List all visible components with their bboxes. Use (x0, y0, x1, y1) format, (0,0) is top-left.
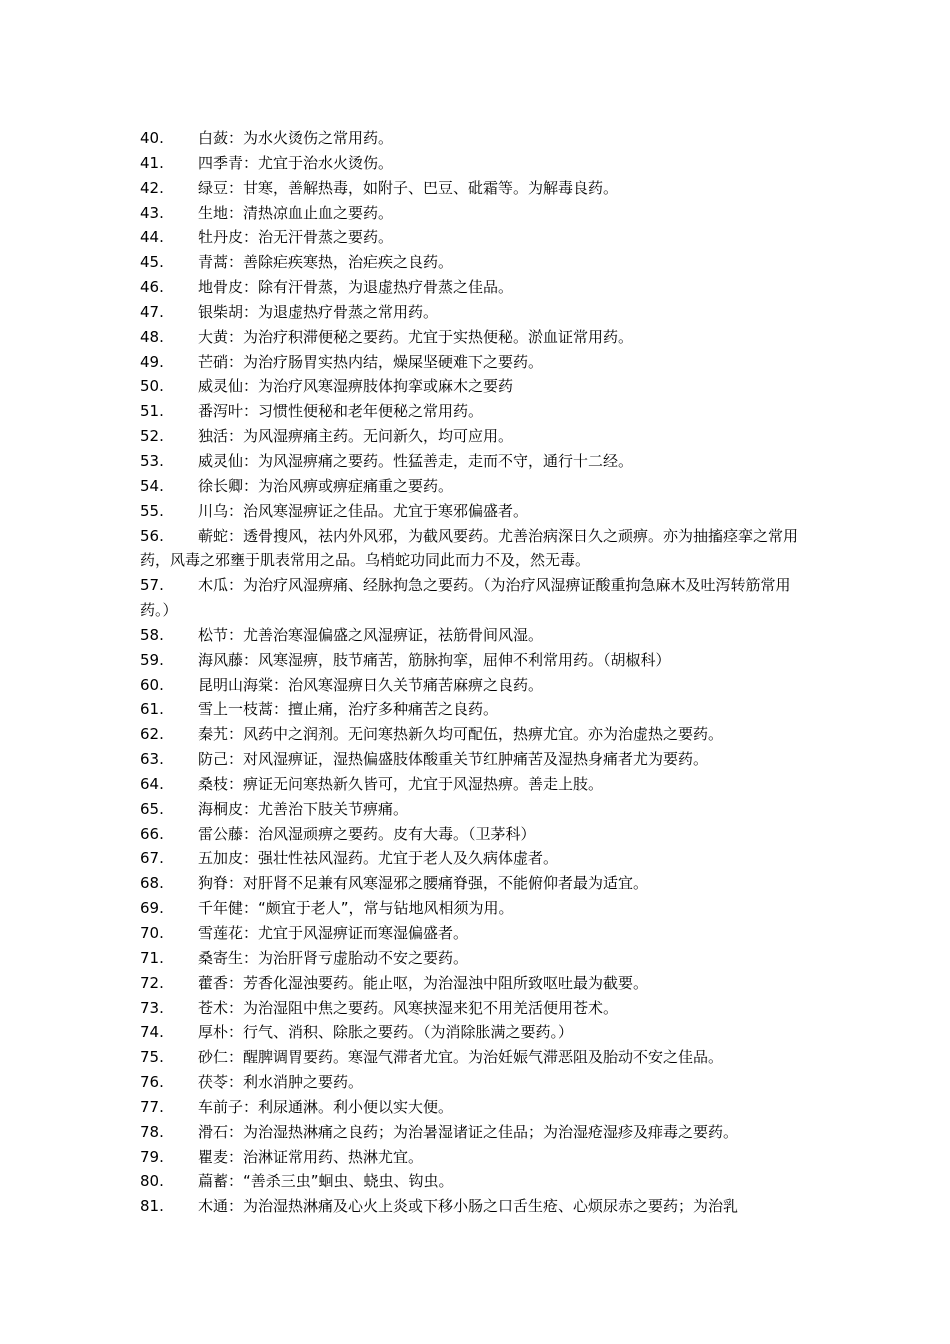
list-item (140, 126, 812, 151)
item-text: 防己：对风湿痹证，湿热偏盛肢体酸重关节红肿痛苦及湿热身痛者尤为要药。 (198, 750, 709, 769)
item-number: 53. (140, 451, 164, 470)
list-item (140, 1145, 812, 1170)
item-number: 59. (140, 650, 164, 669)
list-item (140, 1169, 812, 1194)
list-item (140, 697, 812, 722)
item-number: 61. (140, 700, 164, 719)
item-text: 番泻叶：习惯性便秘和老年便秘之常用药。 (198, 402, 484, 421)
list-item (140, 871, 812, 896)
item-number: 66. (140, 824, 164, 843)
item-number: 54. (140, 476, 164, 495)
list-item (140, 846, 812, 871)
item-number: 58. (140, 625, 164, 644)
item-text: 川乌：治风寒湿痹证之佳品。尤宜于寒邪偏盛者。 (198, 501, 529, 520)
item-text: 松节：尤善治寒湿偏盛之风湿痹证，祛筋骨间风湿。 (198, 625, 544, 644)
item-text: 芒硝：为治疗肠胃实热内结，燥屎坚硬难下之要药。 (198, 352, 544, 371)
list-item (140, 201, 812, 226)
item-text: 千年健：“颇宜于老人”，常与钻地风相须为用。 (198, 899, 514, 918)
list-item (140, 176, 812, 201)
item-text: 地骨皮：除有汗骨蒸，为退虚热疗骨蒸之佳品。 (198, 278, 514, 297)
item-text: 威灵仙：为风湿痹痛之要药。性猛善走，走而不守，通行十二经。 (198, 451, 634, 470)
list-item (140, 325, 812, 350)
list-item (140, 921, 812, 946)
item-number: 74. (140, 1023, 164, 1042)
item-text: 瞿麦：治淋证常用药、热淋尤宜。 (198, 1147, 424, 1166)
list-item (140, 225, 812, 250)
item-number: 73. (140, 998, 164, 1017)
item-number: 77. (140, 1097, 164, 1116)
item-text: 木通：为治湿热淋痛及心火上炎或下移小肠之口舌生疮、心烦尿赤之要药；为治乳 (198, 1197, 739, 1216)
item-text: 苍术：为治湿阻中焦之要药。风寒挟湿来犯不用羌活便用苍术。 (198, 998, 619, 1017)
list-item (140, 350, 812, 375)
item-number: 50. (140, 377, 164, 396)
list-item (140, 499, 812, 524)
item-number: 63. (140, 750, 164, 769)
item-number: 68. (140, 874, 164, 893)
list-item (140, 374, 812, 399)
item-text: 砂仁：醒脾调胃要药。寒湿气滞者尤宜。为治妊娠气滞恶阻及胎动不安之佳品。 (198, 1048, 724, 1067)
list-item (140, 474, 812, 499)
list-item (140, 573, 812, 623)
item-text: 桑枝：痹证无问寒热新久皆可，尤宜于风湿热痹。善走上肢。 (198, 774, 604, 793)
item-number: 45. (140, 253, 164, 272)
list-item (140, 648, 812, 673)
item-text: 秦艽：风药中之润剂。无问寒热新久均可配伍，热痹尤宜。亦为治虚热之要药。 (198, 725, 724, 744)
list-item (140, 747, 812, 772)
item-text: 四季青：尤宜于治水火烫伤。 (198, 153, 394, 172)
list-item (140, 524, 812, 574)
item-number: 60. (140, 675, 164, 694)
item-number: 42. (140, 178, 164, 197)
list-item (140, 971, 812, 996)
item-text: 雪上一枝蒿：擅止痛，治疗多种痛苦之良药。 (198, 700, 499, 719)
item-text: 青蒿：善除疟疾寒热，治疟疾之良药。 (198, 253, 454, 272)
list-item (140, 1070, 812, 1095)
item-text: 银柴胡：为退虚热疗骨蒸之常用药。 (198, 302, 439, 321)
item-number: 52. (140, 427, 164, 446)
item-number: 57. (140, 576, 164, 595)
item-text: 厚朴：行气、消积、除胀之要药。（为消除胀满之要药。） (198, 1023, 574, 1042)
item-text: 昆明山海棠：治风寒湿痹日久关节痛苦麻痹之良药。 (198, 675, 544, 694)
list-item (140, 623, 812, 648)
item-number: 56. (140, 526, 164, 545)
item-number: 46. (140, 278, 164, 297)
item-text: 藿香：芳香化湿浊要药。能止呕，为治湿浊中阻所致呕吐最为截要。 (198, 973, 649, 992)
item-text: 生地：清热凉血止血之要药。 (198, 203, 394, 222)
item-text: 海风藤：风寒湿痹，肢节痛苦，筋脉拘挛，屈伸不利常用药。（胡椒科） (198, 650, 671, 669)
list-item (140, 399, 812, 424)
item-number: 55. (140, 501, 164, 520)
list-item (140, 722, 812, 747)
item-text: 萹蓄：“善杀三虫”蛔虫、蛲虫、钩虫。 (198, 1172, 454, 1191)
list-item (140, 424, 812, 449)
list-item (140, 449, 812, 474)
list-item (140, 772, 812, 797)
list-item (140, 151, 812, 176)
item-text: 茯苓：利水消肿之要药。 (198, 1073, 364, 1092)
document-body (140, 126, 812, 1219)
item-text: 海桐皮：尤善治下肢关节痹痛。 (198, 799, 409, 818)
item-number: 40. (140, 129, 164, 147)
item-number: 41. (140, 153, 164, 172)
list-item (140, 1194, 812, 1219)
item-number: 75. (140, 1048, 164, 1067)
item-number: 49. (140, 352, 164, 371)
item-text: 徐长卿：为治风痹或痹症痛重之要药。 (198, 476, 454, 495)
item-number: 71. (140, 948, 164, 967)
list-item (140, 673, 812, 698)
item-number: 47. (140, 302, 164, 321)
item-number: 72. (140, 973, 164, 992)
item-text: 雷公藤：治风湿顽痹之要药。皮有大毒。（卫茅科） (198, 824, 536, 843)
item-text: 滑石：为治湿热淋痛之良药；为治暑湿诸证之佳品；为治湿疮湿疹及痱毒之要药。 (198, 1122, 739, 1141)
list-item (140, 996, 812, 1021)
item-text: 五加皮：强壮性祛风湿药。尤宜于老人及久病体虚者。 (198, 849, 559, 868)
list-item (140, 797, 812, 822)
item-text: 牡丹皮：治无汗骨蒸之要药。 (198, 228, 394, 247)
item-text: 雪莲花：尤宜于风湿痹证而寒湿偏盛者。 (198, 924, 469, 942)
list-item (140, 1020, 812, 1045)
item-text: 大黄：为治疗积滞便秘之要药。尤宜于实热便秘。淤血证常用药。 (198, 327, 634, 346)
list-item (140, 1095, 812, 1120)
item-number: 44. (140, 228, 164, 247)
item-number: 76. (140, 1073, 164, 1092)
list-item (140, 300, 812, 325)
item-number: 80. (140, 1172, 164, 1191)
item-number: 78. (140, 1122, 164, 1141)
item-number: 67. (140, 849, 164, 868)
item-text: 车前子：利尿通淋。利小便以实大便。 (198, 1097, 454, 1116)
item-number: 62. (140, 725, 164, 744)
item-number: 79. (140, 1147, 164, 1166)
item-text: 木瓜：为治疗风湿痹痛、经脉拘急之要药。（为治疗风湿痹证酸重拘急麻木及吐泻转筋常用药。） (140, 576, 791, 620)
item-text: 桑寄生：为治肝肾亏虚胎动不安之要药。 (198, 948, 469, 967)
item-text: 狗脊：对肝肾不足兼有风寒湿邪之腰痛脊强，不能俯仰者最为适宜。 (198, 874, 649, 893)
item-number: 51. (140, 402, 164, 421)
item-number: 70. (140, 924, 164, 942)
item-number: 64. (140, 774, 164, 793)
list-item (140, 1120, 812, 1145)
item-text: 威灵仙：为治疗风寒湿痹肢体拘挛或麻木之要药 (198, 377, 514, 396)
item-number: 81. (140, 1197, 164, 1216)
item-number: 69. (140, 899, 164, 918)
list-item (140, 1045, 812, 1070)
list-item (140, 250, 812, 275)
item-text: 蕲蛇：透骨搜风，祛内外风邪，为截风要药。尤善治病深日久之顽痹。亦为抽搐痉挛之常用药，风毒之邪壅于肌表常用之品。乌梢蛇功同此而力不及，然无毒。 (140, 526, 799, 570)
item-number: 43. (140, 203, 164, 222)
list-item (140, 896, 812, 921)
item-text: 白蔹：为水火烫伤之常用药。 (198, 129, 394, 147)
item-text: 绿豆：甘寒，善解热毒，如附子、巴豆、砒霜等。为解毒良药。 (198, 178, 619, 197)
item-number: 48. (140, 327, 164, 346)
item-text: 独活：为风湿痹痛主药。无问新久，均可应用。 (198, 427, 514, 446)
list-item (140, 275, 812, 300)
item-number: 65. (140, 799, 164, 818)
list-item (140, 822, 812, 847)
list-item (140, 946, 812, 971)
